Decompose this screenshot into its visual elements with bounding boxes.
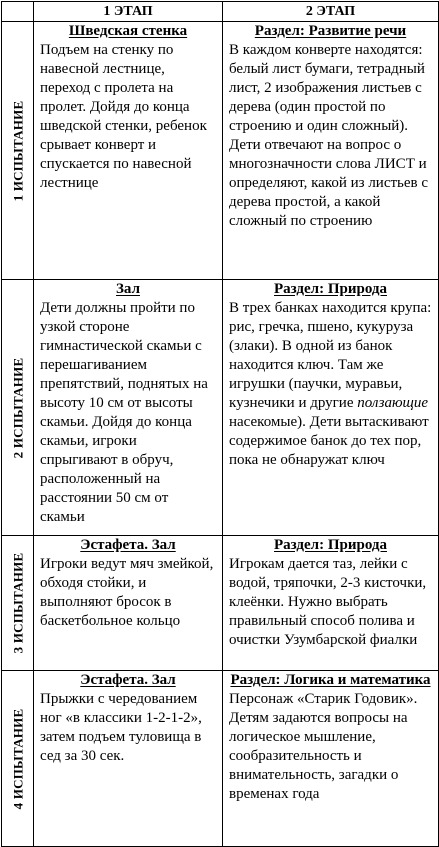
table-row: [2, 280, 439, 536]
stage1-text: Игроки ведут мяч змейкой, обходя стойки, и выполняют бросок в баскетбольное кольцо: [40, 556, 214, 629]
stage2-text-before: В трех банках находится крупа: рис, гречка, пшено, кукуруза (злаки). В одной из банок находится ключ. Там же игрушки (паучки, муравьи, кузнечики и другие: [229, 300, 432, 411]
header-corner-cell: [2, 2, 34, 22]
header-stage1: 1 ЭТАП: [34, 2, 223, 22]
stage1-title: Эстафета. Зал: [80, 672, 176, 688]
stage2-text: [229, 299, 432, 470]
stage2-cell: [223, 280, 439, 536]
row-label-cell: [2, 280, 34, 536]
table-row: [2, 671, 439, 847]
stage1-text: Прыжки с чередованием ног «в классики 1-2-1-2», затем подъем туловища в сед за 30 сек.: [40, 691, 202, 764]
header-stage2: 2 ЭТАП: [223, 2, 439, 22]
stage2-title: Раздел: Природа: [274, 281, 387, 297]
stage1-cell: [34, 671, 223, 847]
stage2-text-italic: ползающие: [357, 395, 429, 411]
row-label-cell: [2, 22, 34, 280]
row-label-cell: [2, 536, 34, 671]
stage1-title: Эстафета. Зал: [80, 537, 176, 553]
stages-table: [1, 1, 439, 847]
stage1-text: Дети должны пройти по узкой стороне гимнастической скамьи с перешагиванием препятствий, поднятых на высоту 10 см от высоты скамьи. Дойдя до конца скамьи, игроки спрыгивают в обруч, расположенный на расстоянии 50 см от скамьи: [40, 300, 208, 525]
stage2-text-after: насекомые). Дети вытаскивают содержимое банок до тех пор, пока не обнаружат ключ: [229, 414, 429, 468]
row-label-cell: [2, 671, 34, 847]
table-row: [2, 536, 439, 671]
stage1-title: Зал: [116, 281, 140, 297]
stage2-cell: [223, 22, 439, 280]
row-label: 2 ИСПЫТАНИЕ: [10, 357, 25, 458]
stage1-text: Подъем на стенку по навесной лестнице, переход с пролета на пролет. Дойдя до конца шведской стенки, ребенок срывает конверт и спускается по навесной лестнице: [40, 42, 207, 191]
header-row: [2, 2, 439, 22]
row-label: 1 ИСПЫТАНИЕ: [10, 100, 25, 201]
stage2-text: Игрокам дается таз, лейки с водой, тряпочки, 2-3 кисточки, клеёнки. Нужно выбрать правильный способ полива и очистки Узумбарской фиалки: [229, 556, 427, 648]
table-row: [2, 22, 439, 280]
stage2-cell: [223, 536, 439, 671]
stage1-cell: [34, 22, 223, 280]
stage2-cell: [223, 671, 439, 847]
stage2-title: Раздел: Развитие речи: [254, 23, 407, 39]
stage2-title: Раздел: Природа: [274, 537, 387, 553]
row-label: 4 ИСПЫТАНИЕ: [10, 708, 25, 809]
stage2-text: Персонаж «Старик Годовик». Детям задаются вопросы на логическое мышление, сообразительность и внимательность, загадки о временах года: [229, 691, 418, 802]
stage1-title: Шведская стенка: [68, 23, 188, 39]
row-label: 3 ИСПЫТАНИЕ: [10, 552, 25, 654]
stage2-title: Раздел: Логика и математика: [230, 672, 431, 688]
stage2-text: В каждом конверте находятся: белый лист бумаги, тетрадный лист, 2 изображения листьев с дерева (один простой по строению и один сложный). Дети отвечают на вопрос о многозначности слова ЛИСТ и определяют, какой из листьев с дерева простой, а какой сложный по строению: [229, 42, 429, 229]
stage1-cell: [34, 280, 223, 536]
stage1-cell: [34, 536, 223, 671]
